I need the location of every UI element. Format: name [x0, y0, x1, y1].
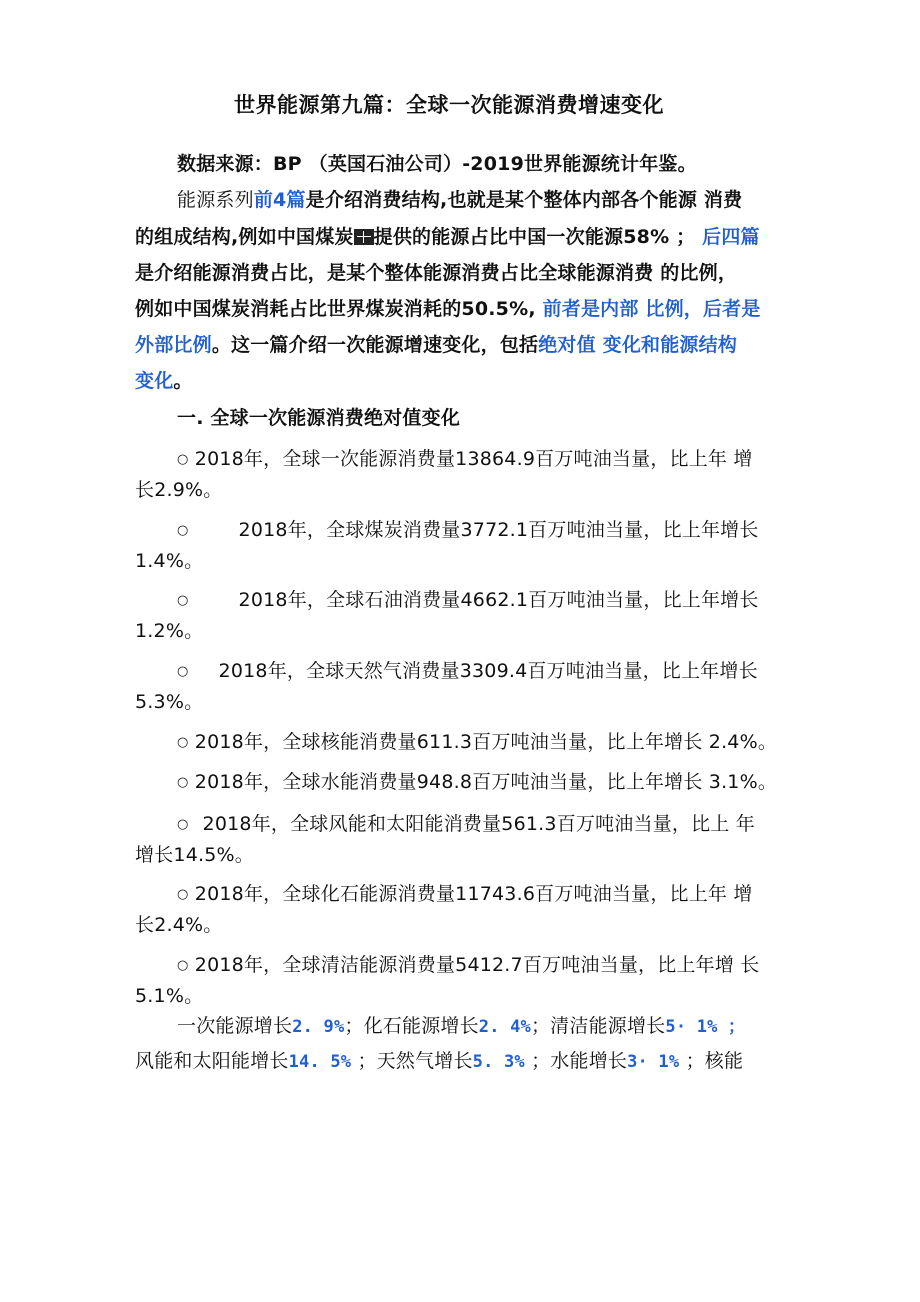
intro-text: 。	[173, 370, 193, 392]
summary-line-1	[177, 1012, 745, 1041]
intro-line-1	[177, 186, 742, 214]
intro-text: 。这一篇介绍一次能源增速变化，包括	[211, 334, 539, 356]
intro-text: 能源系列	[177, 189, 254, 211]
intro-text: 例如中国煤炭消耗占比世界煤炭消耗的50.5%,	[135, 298, 536, 320]
list-item-text: 2018年，全球水能消费量948.8百万吨油当量，比上年增长 3.1%。	[194, 771, 778, 793]
list-item-continuation: 长2.4%。	[135, 914, 223, 936]
summary-text: ；天然气增长	[357, 1050, 473, 1072]
list-item	[177, 445, 753, 474]
list-item	[177, 586, 759, 615]
list-item-text: 2018年，全球石油消费量4662.1百万吨油当量，比上年增长	[238, 589, 759, 611]
bullet-icon: ○	[177, 735, 189, 750]
summary-line-2	[135, 1047, 743, 1076]
bullet-icon: ○	[177, 775, 189, 790]
intro-text: 的组成结构,例如中国煤炭	[135, 226, 354, 248]
list-item-continuation: 增长14.5%。	[135, 844, 254, 866]
section-heading: 一. 全球一次能源消费绝对值变化	[177, 407, 461, 429]
list-item	[177, 516, 759, 545]
list-item	[177, 657, 758, 686]
link-change[interactable]: 变化	[135, 370, 174, 392]
link-first-four[interactable]: 前4篇	[253, 189, 306, 211]
bullet-icon: ○	[177, 593, 189, 608]
summary-value: 2. 9%	[292, 1017, 345, 1037]
bullet-icon: ○	[177, 452, 189, 467]
summary-value: 2. 4%	[478, 1017, 531, 1037]
list-item-text: 2018年，全球核能消费量611.3百万吨油当量，比上年增长 2.4%。	[194, 731, 778, 753]
placeholder-glyph-icon	[354, 229, 374, 245]
summary-text: ；水能增长	[531, 1050, 628, 1072]
list-item-continuation: 1.4%。	[135, 550, 204, 572]
bullet-icon: ○	[177, 817, 189, 832]
link-absolute-change[interactable]: 绝对值 变化和能源结构	[538, 334, 738, 356]
page-title: 世界能源第九篇：全球一次能源消费增速变化	[234, 93, 664, 117]
list-item	[177, 810, 755, 839]
list-item-text: 2018年，全球清洁能源消费量5412.7百万吨油当量，比上年增 长	[194, 954, 760, 976]
summary-text: ；清洁能源增长	[530, 1015, 666, 1037]
bullet-icon: ○	[177, 523, 189, 538]
list-item-continuation: 1.2%。	[135, 620, 204, 642]
bullet-icon: ○	[177, 887, 189, 902]
list-item-continuation: 5.3%。	[135, 691, 204, 713]
summary-value: 14. 5%	[288, 1052, 352, 1072]
list-item	[177, 728, 777, 757]
list-item-continuation: 5.1%。	[135, 985, 204, 1007]
link-external-ratio[interactable]: 外部比例	[135, 334, 212, 356]
list-item	[177, 768, 777, 797]
summary-text: ；核能	[685, 1050, 744, 1072]
summary-text: 风能和太阳能增长	[135, 1050, 289, 1072]
summary-text: 一次能源增长	[177, 1015, 293, 1037]
intro-line-3: 是介绍能源消费占比，是某个整体能源消费占比全球能源消费 的比例，	[135, 262, 738, 284]
intro-line-5	[135, 331, 737, 359]
intro-text: 提供的能源占比中国一次能源58% ；	[373, 226, 696, 248]
list-item-text: 2018年，全球风能和太阳能消费量561.3百万吨油当量，比上 年	[202, 813, 755, 835]
list-item-text: 2018年，全球天然气消费量3309.4百万吨油当量，比上年增长	[218, 660, 758, 682]
summary-value: 3· 1%	[627, 1052, 680, 1072]
link-last-four[interactable]: 后四篇	[702, 226, 760, 248]
link-internal-ratio[interactable]: 前者是内部 比例，后者是	[542, 298, 761, 320]
intro-line-6	[135, 367, 193, 395]
data-source-line: 数据来源：BP （英国石油公司）-2019世界能源统计年鉴。	[177, 153, 697, 175]
intro-line-2	[135, 223, 760, 251]
summary-text: ；化石能源增长	[344, 1015, 479, 1037]
list-item	[177, 951, 759, 980]
summary-value: 5· 1% ；	[665, 1017, 746, 1037]
list-item-text: 2018年，全球煤炭消费量3772.1百万吨油当量，比上年增长	[238, 519, 759, 541]
bullet-icon: ○	[177, 958, 189, 973]
list-item	[177, 880, 753, 909]
bullet-icon: ○	[177, 664, 189, 679]
intro-text: 是介绍消费结构,也就是某个整体内部各个能源 消费	[305, 189, 743, 211]
list-item-continuation: 长2.9%。	[135, 479, 223, 501]
summary-value: 5. 3%	[472, 1052, 525, 1072]
intro-line-4	[135, 295, 761, 323]
list-item-text: 2018年，全球化石能源消费量11743.6百万吨油当量，比上年 增	[194, 883, 753, 905]
list-item-text: 2018年，全球一次能源消费量13864.9百万吨油当量，比上年 增	[194, 448, 753, 470]
